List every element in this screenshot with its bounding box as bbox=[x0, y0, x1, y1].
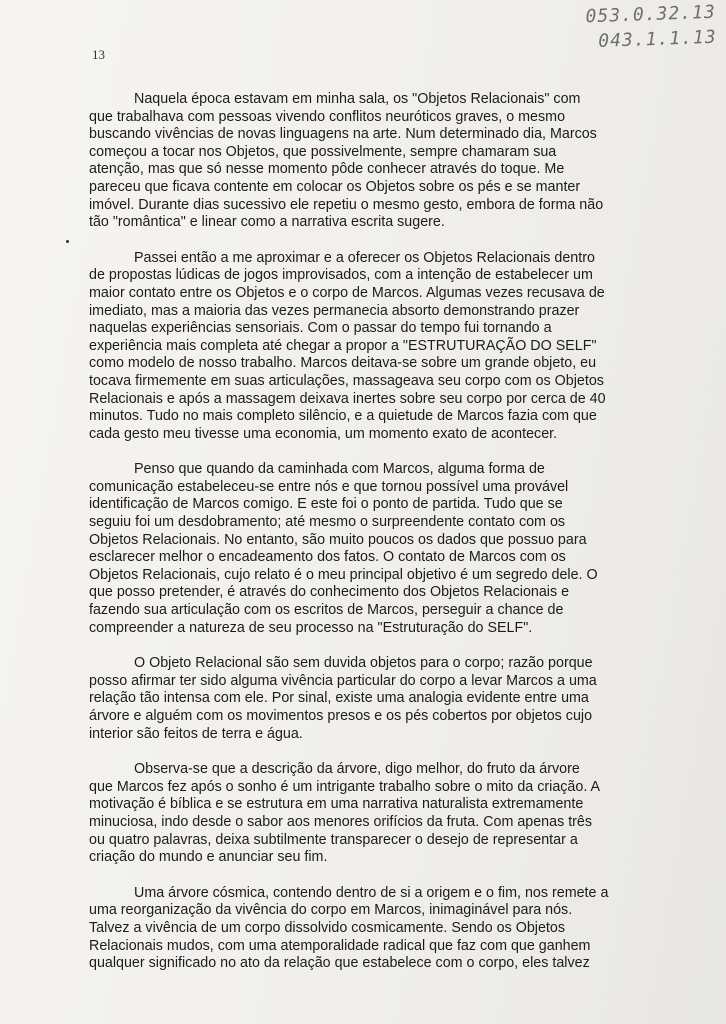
text-line: atenção, mas que só nesse momento pôde conhecer através do toque. Me bbox=[89, 161, 565, 178]
text-line: minutos. Tudo no mais completo silêncio, e a quietude de Marcos fazia com que bbox=[89, 408, 597, 425]
text-line: árvore e alguém com os movimentos presos e os pés cobertos por objetos cujo bbox=[89, 708, 593, 724]
paragraph-2 bbox=[89, 250, 634, 444]
text-line: minuciosa, indo desde o sabor aos menores orifícios da fruta. Com apenas três bbox=[89, 813, 593, 830]
text-line: experiência mais completa até chegar a propor a "ESTRUTURAÇÃO DO SELF" bbox=[89, 337, 597, 354]
text-line: de propostas lúdicas de jogos improvisados, com a intenção de estabelecer um bbox=[89, 267, 593, 284]
text-line: Uma árvore cósmica, contendo dentro de si a origem e o fim, nos remete a bbox=[134, 884, 609, 901]
text-line: Penso que quando da caminhada com Marcos, alguma forma de bbox=[134, 461, 545, 478]
text-line: esclarecer melhor o encadeamento dos fatos. O contato de Marcos com os bbox=[89, 549, 566, 566]
text-line: cada gesto meu tivesse uma economia, um momento exato de acontecer. bbox=[89, 425, 558, 442]
archive-code-1: 053.0.32.13 bbox=[585, 1, 716, 28]
text-line: criação do mundo e anunciar seu fim. bbox=[89, 849, 328, 866]
text-line: relação tão intensa com ele. Por sinal, existe uma analogia evidente entre uma bbox=[89, 690, 589, 707]
text-line: compreender a natureza de seu processo na "Estruturação do SELF". bbox=[89, 619, 533, 636]
text-line: ou quatro palavras, deixa subtilmente transparecer o desejo de representar a bbox=[89, 831, 578, 848]
text-line: tocava firmemente em suas articulações, massageava seu corpo com os Objetos bbox=[89, 372, 604, 389]
text-line: maior contato entre os Objetos e o corpo de Marcos. Algumas vezes recusava de bbox=[89, 284, 605, 301]
text-line: Objetos Relacionais. No entanto, são muito poucos os dados que possuo para bbox=[89, 531, 587, 548]
text-line: qualquer significado no ato da relação que estabelece com o corpo, eles talvez bbox=[89, 955, 590, 972]
paragraph-3 bbox=[89, 461, 634, 637]
text-line: interior são feitos de terra e água. bbox=[89, 725, 303, 742]
text-line: uma reorganização da vivência do corpo em Marcos, inimaginável para nós. bbox=[89, 902, 573, 919]
text-line: tão "romântica" e linear como a narrativa escrita sugere. bbox=[89, 214, 445, 231]
text-line: Naquela época estavam em minha sala, os "Objetos Relacionais" com bbox=[134, 91, 581, 107]
text-line: que trabalhava com pessoas vivendo conflitos neuróticos graves, o mesmo bbox=[89, 108, 566, 125]
text-line: O Objeto Relacional são sem duvida objetos para o corpo; razão porque bbox=[134, 655, 593, 672]
text-line: Objetos Relacionais, cujo relato é o meu principal objetivo é um segredo dele. O bbox=[89, 566, 598, 583]
text-line: começou a tocar nos Objetos, que possivelmente, sempre chamaram sua bbox=[89, 143, 557, 160]
paragraph-4 bbox=[89, 655, 634, 743]
text-line: Talvez a vivência de um corpo dissolvido cosmicamente. Sendo os Objetos bbox=[89, 919, 566, 936]
text-line: Relacionais mudos, com uma atemporalidade radical que faz com que ganhem bbox=[89, 937, 591, 954]
text-line: posso afirmar ter sido alguma vivência particular do corpo a levar Marcos a uma bbox=[89, 672, 597, 689]
text-line: buscando vivências de novas linguagens na arte. Num determinado dia, Marcos bbox=[89, 126, 597, 143]
text-line: que Marcos fez após o sonho é um intrigante trabalho sobre o mito da criação. A bbox=[89, 778, 601, 795]
archive-codes bbox=[585, 0, 717, 54]
text-line: Passei então a me aproximar e a oferecer os Objetos Relacionais dentro bbox=[134, 249, 595, 266]
text-line: comunicação estabeleceu-se entre nós e que tornou possível uma provável bbox=[89, 478, 569, 495]
text-line: imóvel. Durante dias sucessivo ele repetiu o mesmo gesto, embora de forma não bbox=[89, 196, 604, 213]
text-line: identificação de Marcos comigo. E este foi o ponto de partida. Tudo que se bbox=[89, 496, 563, 513]
paragraph-5 bbox=[89, 761, 634, 867]
paragraph-6 bbox=[89, 885, 634, 973]
text-line: naquelas experiências sensoriais. Com o passar do tempo fui tornando a bbox=[89, 320, 552, 337]
text-line: imediato, mas a maioria das vezes permanecia absorto demonstrando prazer bbox=[89, 302, 580, 319]
paragraph-1 bbox=[89, 91, 634, 232]
text-line: seguiu foi um desdobramento; até mesmo o surpreendente contato com os bbox=[89, 514, 566, 531]
text-line: fazendo sua articulação com os escritos de Marcos, perseguir a chance de bbox=[89, 602, 564, 619]
text-line: como modelo de nosso trabalho. Marcos deitava-se sobre um grande objeto, eu bbox=[89, 355, 597, 372]
page-number: 13 bbox=[92, 47, 105, 62]
body-text bbox=[89, 91, 634, 991]
text-line: que posso pretender, é através do conhecimento dos Objetos Relacionais e bbox=[89, 584, 570, 601]
text-line: Observa-se que a descrição da árvore, digo melhor, do fruto da árvore bbox=[134, 761, 580, 778]
text-line: pareceu que ficava contente em colocar os Objetos sobre os pés e se manter bbox=[89, 178, 581, 195]
text-line: motivação é bíblica e se estrutura em uma narrativa naturalista extremamente bbox=[89, 796, 584, 813]
text-line: Relacionais e após a massagem deixava inertes sobre seu corpo por cerca de 40 bbox=[89, 390, 606, 407]
stray-ink-dot bbox=[66, 240, 69, 243]
archive-code-2: 043.1.1.13 bbox=[597, 26, 717, 52]
